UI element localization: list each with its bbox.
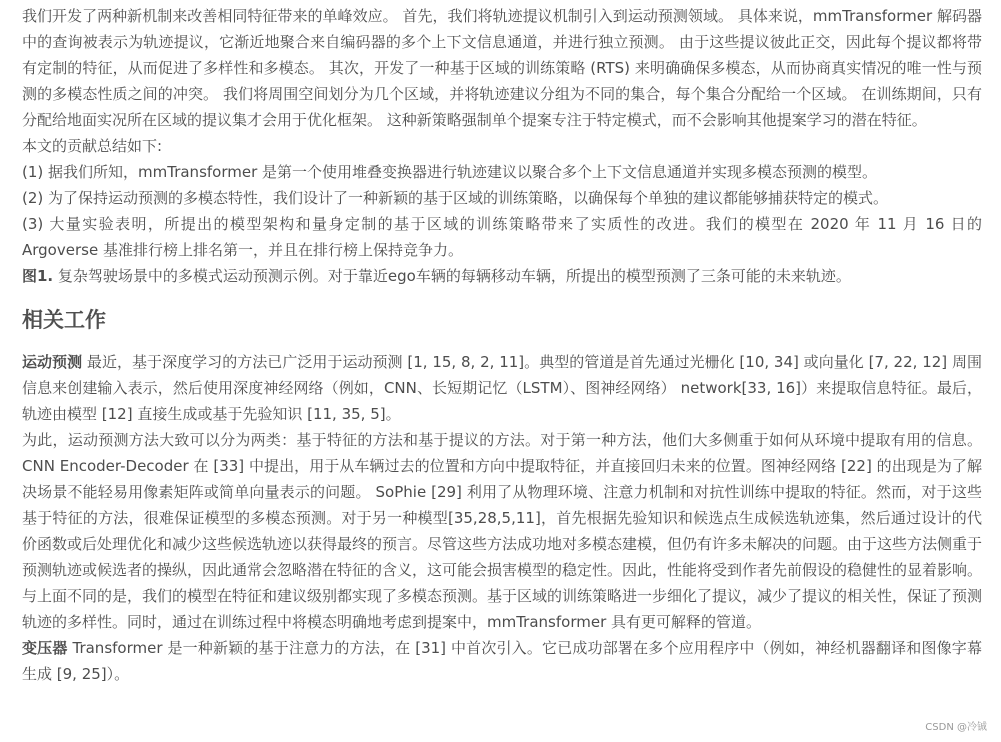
figure-caption — [22, 263, 982, 289]
motion-prediction-text: 最近，基于深度学习的方法已广泛用于运动预测 [1, 15, 8, 2, 11]。典型的管道是首先通过光栅化 [10, 34] 或向量化 [7, 22, 12] 周围信息来创建输入表示，然后使用深度神经网络（例如，CNN、长短期记忆（LSTM）、图神经网络） network[33, 16]）来提取信息特征。最后，轨迹由模型 [12] 直接生成或基于先验知识 [11, 35, 5]。 — [22, 353, 982, 423]
section-heading-related-work: 相关工作 — [22, 308, 106, 332]
our-model-paragraph: 与上面不同的是，我们的模型在特征和建议级别都实现了多模态预测。基于区域的训练策略进一步细化了提议，减少了提议的相关性，保证了预测轨迹的多样性。同时，通过在训练过程中将模态明确地考虑到提案中，mmTransformer 具有更可解释的管道。 — [22, 587, 983, 631]
contributions-intro: 本文的贡献总结如下: — [22, 137, 163, 155]
contribution-item-3: (3) 大量实验表明，所提出的模型架构和量身定制的基于区域的训练策略带来了实质性的改进。我们的模型在 2020 年 11 月 16 日的 Argoverse 基准排行榜上排名第一，并且在排行榜上保持竞争力。 — [22, 215, 982, 259]
figure-label: 图1. — [22, 267, 54, 285]
motion-prediction-paragraph — [22, 349, 982, 427]
transformer-label: 变压器 — [22, 639, 68, 657]
transformer-paragraph — [22, 635, 982, 687]
figure-caption-text: 复杂驾驶场景中的多模式运动预测示例。对于靠近ego车辆的每辆移动车辆，所提出的模型预测了三条可能的未来轨迹。 — [53, 267, 851, 285]
contribution-item-2: (2) 为了保持运动预测的多模态特性，我们设计了一种新颖的基于区域的训练策略，以确保每个单独的建议都能够捕获特定的模式。 — [22, 189, 889, 207]
motion-prediction-label: 运动预测 — [22, 353, 83, 371]
intro-paragraph: 我们开发了两种新机制来改善相同特征带来的单峰效应。 首先，我们将轨迹提议机制引入到运动预测领域。 具体来说，mmTransformer 解码器中的查询被表示为轨迹提议，它渐近地聚合来自编码器的多个上下文信息通道，并进行独立预测。 由于这些提议彼此正交，因此每个提议都将带有定制的特征，从而促进了多样性和多模态。 其次，开发了一种基于区域的训练策略 (RTS) 来明确确保多模态，从而协商真实情况的唯一性与预测的多模态性质之间的冲突。 我们将周围空间划分为几个区域，并将轨迹建议分组为不同的集合，每个集合分配给一个区域。 在训练期间，只有分配给地面实况所在区域的提议集才会用于优化框架。 这种新策略强制单个提案专注于特定模式，而不会影响其他提案学习的潜在特征。 — [22, 7, 982, 129]
transformer-text: Transformer 是一种新颖的基于注意力的方法，在 [31] 中首次引入。它已成功部署在多个应用程序中（例如，神经机器翻译和图像字幕生成 [9, 25]）。 — [22, 639, 982, 683]
csdn-watermark: CSDN @冷铖 — [925, 722, 987, 733]
motion-methods-paragraph: 为此，运动预测方法大致可以分为两类：基于特征的方法和基于提议的方法。对于第一种方法，他们大多侧重于如何从环境中提取有用的信息。 CNN Encoder-Decoder 在 [33] 中提出，用于从车辆过去的位置和方向中提取特征，并直接回归未来的位置。图神经网络 [22] 的出现是为了解决场景不能轻易用像素矩阵或简单向量表示的问题。 SoPhie [29] 利用了从物理环境、注意力机制和对抗性训练中提取的特征。然而，对于这些基于特征的方法，很难保证模型的多模态预测。对于另一种模型[35,28,5,11]，首先根据先验知识和候选点生成候选轨迹集，然后通过设计的代价函数或后处理优化和减少这些候选轨迹以获得最终的预言。尽管这些方法成功地对多模态建模，但仍有许多未解决的问题。由于这些方法侧重于预测轨迹或候选者的操纵，因此通常会忽略潜在特征的含义，这可能会损害模型的稳定性。因此，性能将受到作者先前假设的稳健性的显着影响。 — [22, 431, 983, 579]
contribution-item-1: (1) 据我们所知，mmTransformer 是第一个使用堆叠变换器进行轨迹建议以聚合多个上下文信息通道并实现多模态预测的模型。 — [22, 163, 878, 181]
article-body — [22, 3, 982, 687]
